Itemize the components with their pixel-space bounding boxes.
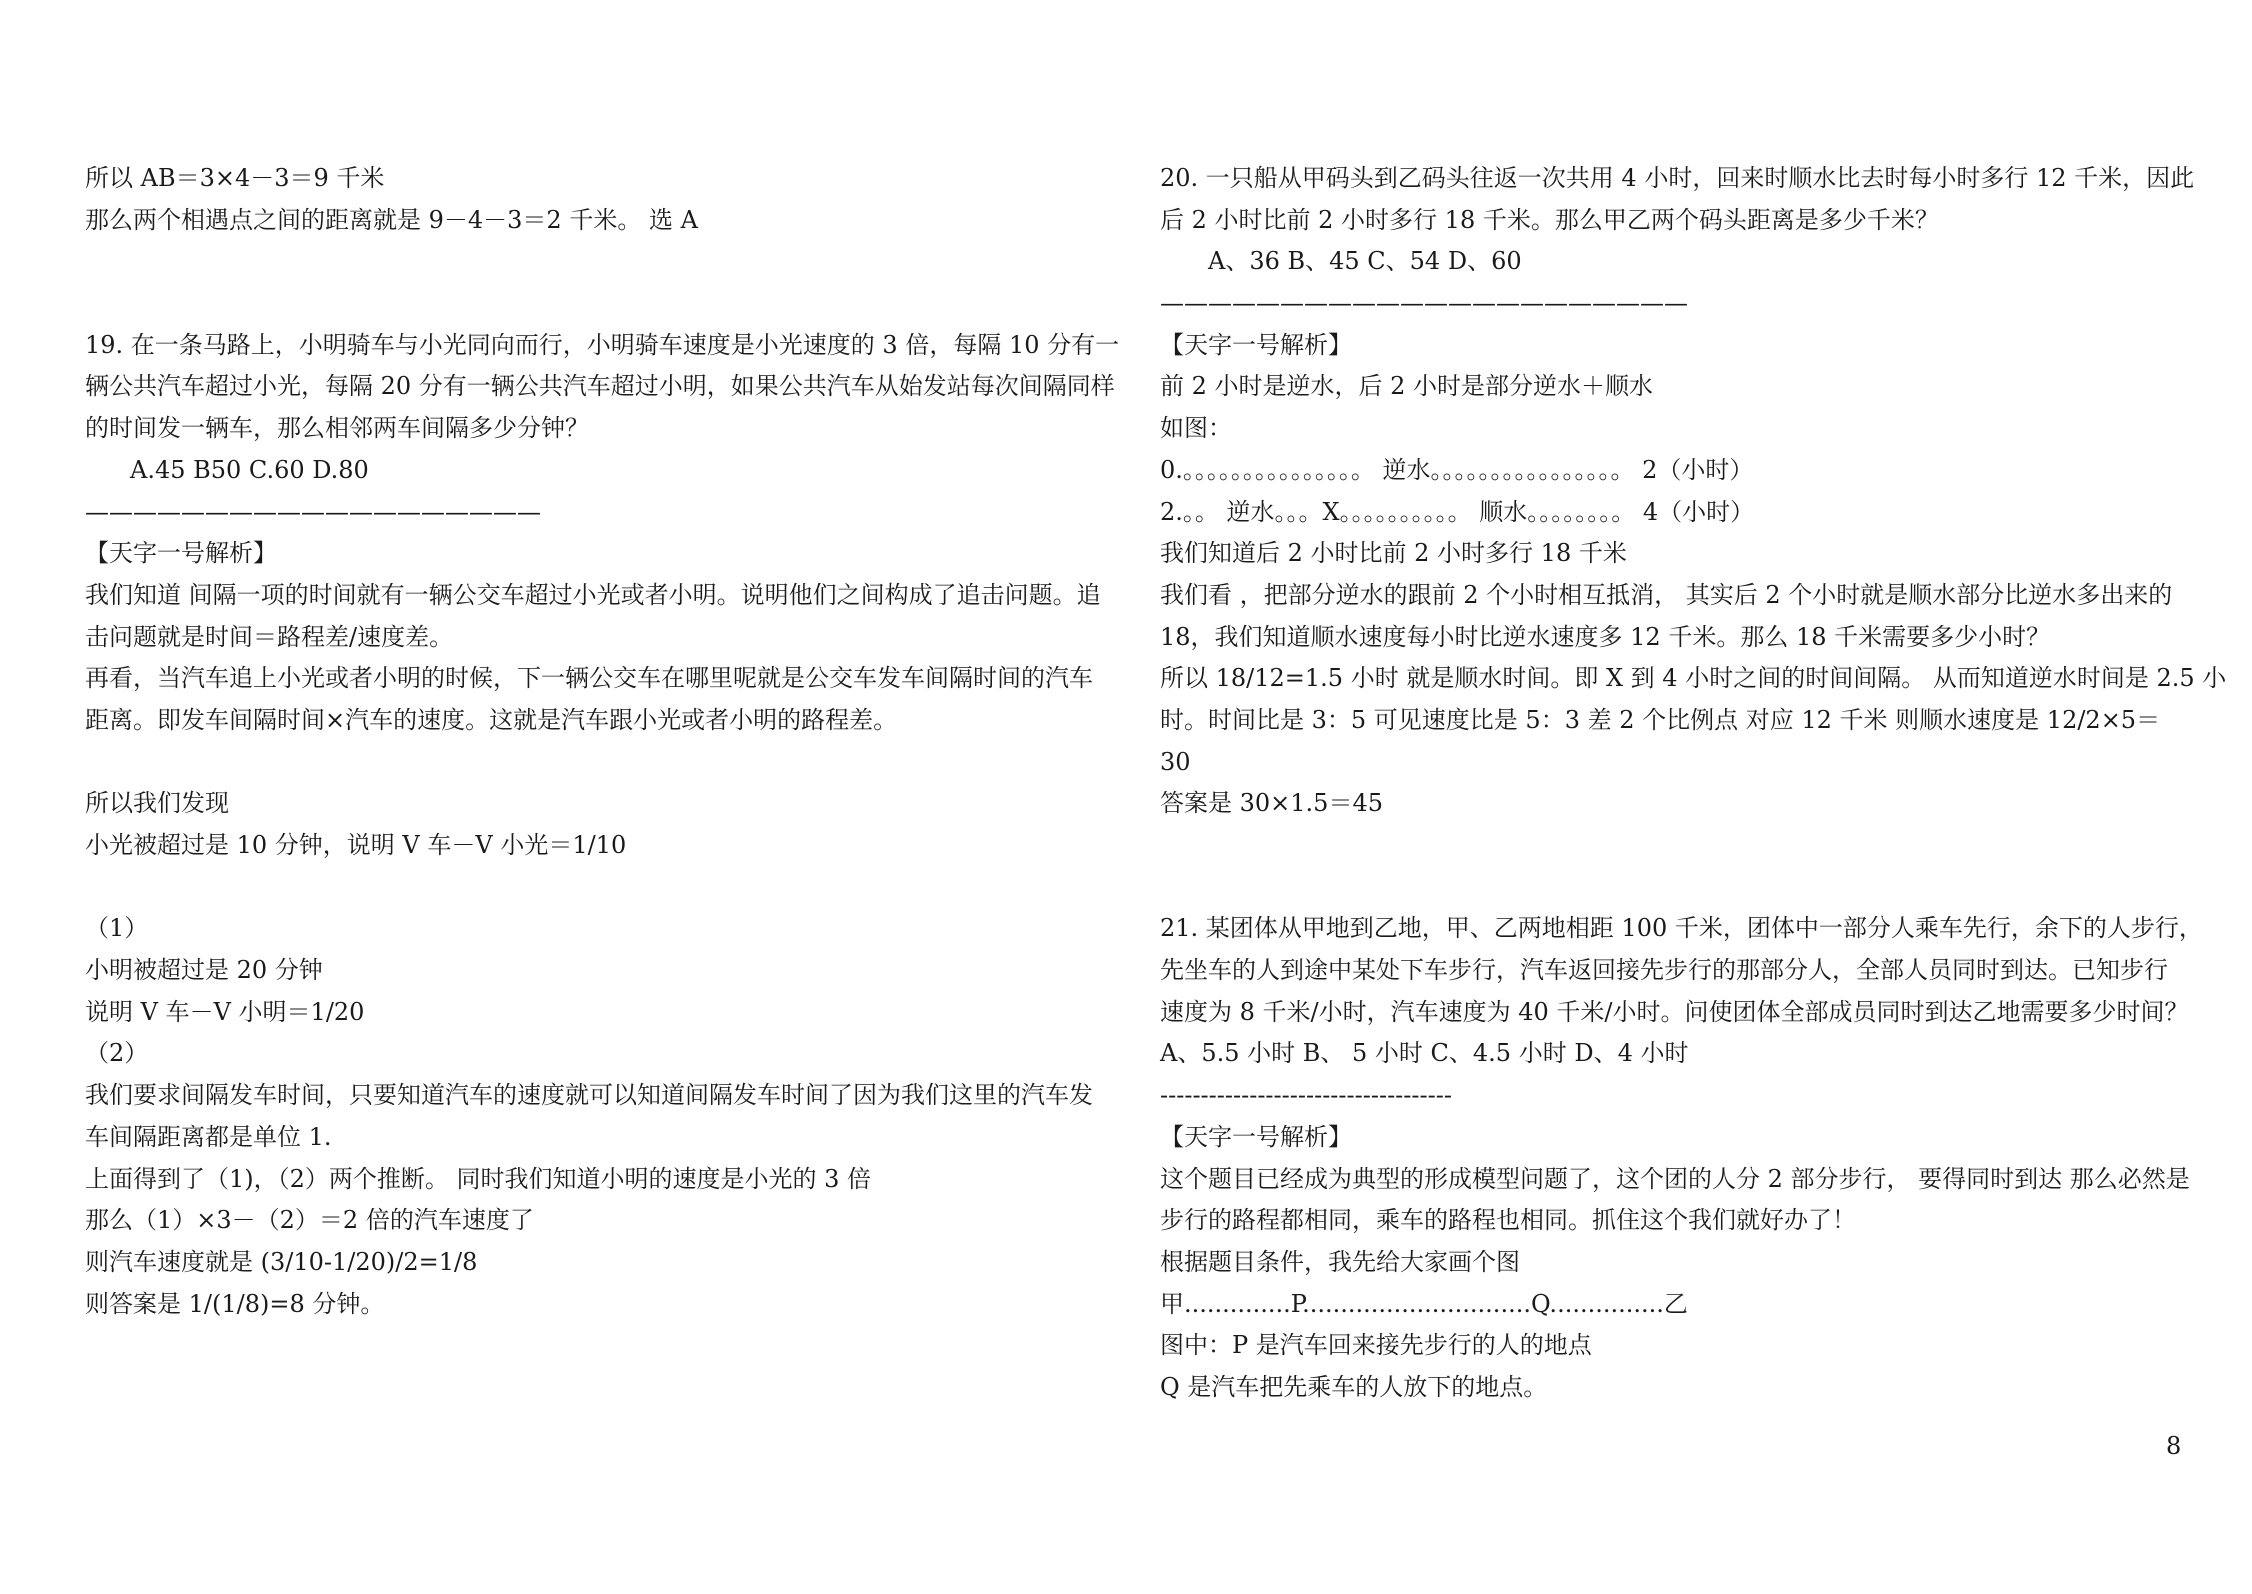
analysis-line: 18，我们知道顺水速度每小时比逆水速度多 12 千米。那么 18 千米需要多少小时？ (1160, 622, 2051, 651)
analysis-line: 我们要求间隔发车时间，只要知道汽车的速度就可以知道间隔发车时间了因为我们这里的汽车发 (85, 1081, 1093, 1110)
spacer (1160, 825, 2185, 908)
analysis-line: 前 2 小时是逆水，后 2 小时是部分逆水＋顺水 (1160, 372, 1654, 401)
analysis-line: 30 (1160, 747, 1191, 776)
analysis-line: 则答案是 1/(1/8)=8 分钟。 (85, 1289, 385, 1318)
left-column (85, 158, 1135, 1325)
separator-line: ------------------------------------ (1160, 1081, 1452, 1110)
analysis-line: 所以 18/12=1.5 小时 就是顺水时间。即 X 到 4 小时之间的时间间隔。 从而知道逆水时间是 2.5 小 (1160, 664, 2227, 693)
analysis-line: 所以我们发现 (85, 789, 229, 818)
analysis-line: 如图： (1160, 414, 1232, 443)
analysis-line: 答案是 30×1.5＝45 (1160, 789, 1383, 818)
separator-line: ——————————————————— (85, 497, 541, 526)
spacer (85, 867, 1135, 909)
analysis-line: 那么（1）×3－（2）＝2 倍的汽车速度了 (85, 1206, 534, 1235)
route-diagram-line: 甲..............P..............................Q...............乙 (1160, 1289, 1688, 1318)
analysis-line: 我们知道 间隔一项的时间就有一辆公交车超过小光或者小明。说明他们之间构成了追击问题。追 (85, 580, 1101, 609)
analysis-line: 距离。即发车间隔时间×汽车的速度。这就是汽车跟小光或者小明的路程差。 (85, 705, 898, 734)
analysis-heading: 【天字一号解析】 (85, 539, 277, 568)
analysis-line: 这个题目已经成为典型的形成模型问题了，这个团的人分 2 部分步行， 要得同时到达 那么必然是 (1160, 1164, 2190, 1193)
analysis-line: 小明被超过是 20 分钟 (85, 956, 323, 985)
analysis-heading: 【天字一号解析】 (1160, 1122, 1352, 1151)
question-21-options: A、5.5 小时 B、 5 小时 C、4.5 小时 D、4 小时 (1160, 1039, 1689, 1068)
question-21-line: 速度为 8 千米/小时，汽车速度为 40 千米/小时。问使团体全部成员同时到达乙地需要多少时间？ (1160, 997, 2189, 1026)
right-column (1160, 158, 2227, 1409)
timeline-diagram-line: 0.。。。。。。。。。。。。。。。 逆水。。。。。。。。。。。。。。。。 2（小时） (1160, 455, 1754, 484)
question-19-options: A.45 B50 C.60 D.80 (130, 455, 369, 484)
timeline-diagram-line: 2.。。 逆水。。。X。。。。。。。。。。 顺水。。。。。。。。 4（小时） (1160, 497, 1755, 526)
question-21-line: 先坐车的人到途中某处下车步行，汽车返回接先步行的那部分人，全部人员同时到达。已知步行 (1160, 956, 2168, 985)
analysis-line: 我们看 ，把部分逆水的跟前 2 个小时相互抵消， 其实后 2 个小时就是顺水部分比逆水多出来的 (1160, 580, 2173, 609)
spacer (85, 241, 1135, 324)
spacer (85, 742, 1135, 784)
question-20-line: 后 2 小时比前 2 小时多行 18 千米。那么甲乙两个码头距离是多少千米？ (1160, 205, 1939, 234)
page-number: 8 (2166, 1432, 2182, 1460)
analysis-line: 我们知道后 2 小时比前 2 小时多行 18 千米 (1160, 539, 1627, 568)
text-line: 所以 AB＝3×4－3＝9 千米 (85, 164, 385, 192)
analysis-line: 再看，当汽车追上小光或者小明的时候，下一辆公交车在哪里呢就是公交车发车间隔时间的汽车 (85, 664, 1093, 693)
question-19-line: 辆公共汽车超过小光，每隔 20 分有一辆公共汽车超过小明，如果公共汽车从始发站每次间隔同样 (85, 372, 1115, 401)
analysis-line: （2） (85, 1039, 149, 1068)
analysis-line: 根据题目条件，我先给大家画个图 (1160, 1247, 1520, 1276)
analysis-heading: 【天字一号解析】 (1160, 330, 1352, 359)
analysis-line: 上面得到了（1)，（2）两个推断。 同时我们知道小明的速度是小光的 3 倍 (85, 1164, 872, 1193)
question-20-line: 20. 一只船从甲码头到乙码头往返一次共用 4 小时，回来时顺水比去时每小时多行 12 千米，因此 (1160, 164, 2195, 192)
analysis-line: 击问题就是时间＝路程差/速度差。 (85, 622, 454, 651)
analysis-line: 步行的路程都相同，乘车的路程也相同。抓住这个我们就好办了！ (1160, 1206, 1856, 1235)
separator-line: —————————————————————— (1160, 289, 1688, 318)
text-line: 那么两个相遇点之间的距离就是 9－4－3＝2 千米。 选 A (85, 205, 698, 234)
question-19-line: 19. 在一条马路上，小明骑车与小光同向而行，小明骑车速度是小光速度的 3 倍，每隔 10 分有一 (85, 330, 1120, 359)
question-20-options: A、36 B、45 C、54 D、60 (1208, 247, 1522, 276)
analysis-line: 时。时间比是 3：5 可见速度比是 5：3 差 2 个比例点 对应 12 千米 则顺水速度是 12/2×5＝ (1160, 705, 2161, 734)
analysis-line: 图中：P 是汽车回来接先步行的人的地点 (1160, 1331, 1592, 1360)
question-21-line: 21. 某团体从甲地到乙地，甲、乙两地相距 100 千米，团体中一部分人乘车先行，余下的人步行， (1160, 914, 2203, 943)
question-19-line: 的时间发一辆车，那么相邻两车间隔多少分钟？ (85, 414, 589, 443)
analysis-line: （1） (85, 914, 149, 943)
analysis-line: 车间隔距离都是单位 1. (85, 1122, 332, 1151)
analysis-line: 则汽车速度就是 (3/10-1/20)/2=1/8 (85, 1247, 478, 1276)
analysis-line: 说明 V 车－V 小明＝1/20 (85, 997, 365, 1026)
analysis-line: Q 是汽车把先乘车的人放下的地点。 (1160, 1372, 1548, 1401)
analysis-line: 小光被超过是 10 分钟，说明 V 车－V 小光＝1/10 (85, 831, 627, 860)
